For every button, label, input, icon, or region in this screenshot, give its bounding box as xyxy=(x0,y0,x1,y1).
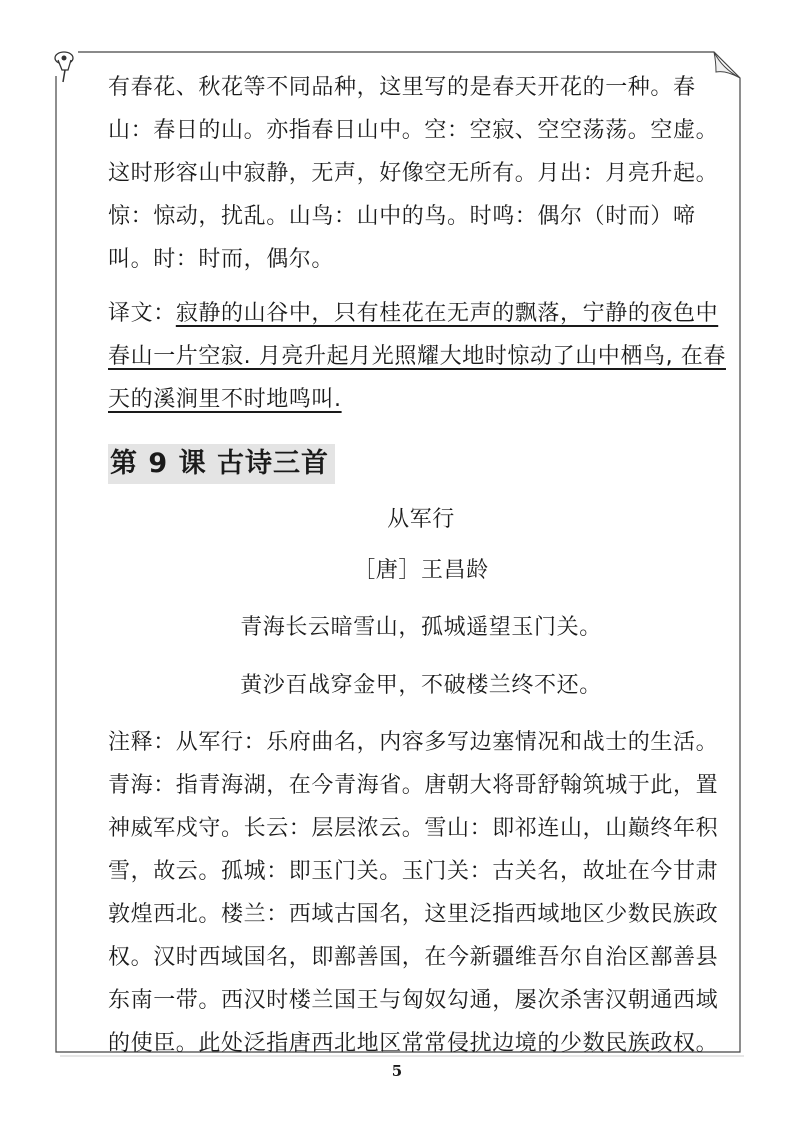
poem-title: 从军行 xyxy=(387,507,455,532)
page-content xyxy=(108,66,734,1065)
translation-text: 寂静的山谷中，只有桂花在无声的飘落，宁静的夜色中春山一片空寂. 月亮升起月光照耀大地时惊动了山中栖鸟, 在春天的溪涧里不时地鸣叫. xyxy=(108,301,726,412)
poem-notes: 注释：从军行：乐府曲名，内容多写边塞情况和战士的生活。青海：指青海湖，在今青海省。唐朝大将哥舒翰筑城于此，置神威军戍守。长云：层层浓云。雪山：即祁连山，山巅终年积雪，故云。孤城：即玉门关。玉门关：古关名，故址在今甘肃敦煌西北。楼兰：西域古国名，这里泛指西域地区少数民族政权。汉时西域国名，即鄯善国，在今新疆维吾尔自治区鄯善县东南一带。西汉时楼兰国王与匈奴勾通，屡次杀害汉朝通西域的使臣。此处泛指唐西北地区常常侵扰边境的少数民族政权。 xyxy=(108,730,719,1056)
pushpin-icon xyxy=(55,52,73,82)
translation-label: 译文： xyxy=(108,301,176,326)
poem-author: ［唐］王昌龄 xyxy=(353,558,489,583)
poem-line-2: 黄沙百战穿金甲，不破楼兰终不还。 xyxy=(240,673,602,698)
page-number: 5 xyxy=(391,1062,403,1080)
continued-notes: 有春花、秋花等不同品种，这里写的是春天开花的一种。春山：春日的山。亦指春日山中。空：空寂、空空荡荡。空虚。这时形容山中寂静，无声，好像空无所有。月出：月亮升起。惊：惊动，扰乱。山鸟：山中的鸟。时鸣：偶尔（时而）啼叫。时：时而，偶尔。 xyxy=(108,75,719,272)
lesson-heading: 第 9 课 古诗三首 xyxy=(108,444,335,484)
translation xyxy=(108,292,734,421)
poem-line-1: 青海长云暗雪山，孤城遥望玉门关。 xyxy=(240,615,602,640)
